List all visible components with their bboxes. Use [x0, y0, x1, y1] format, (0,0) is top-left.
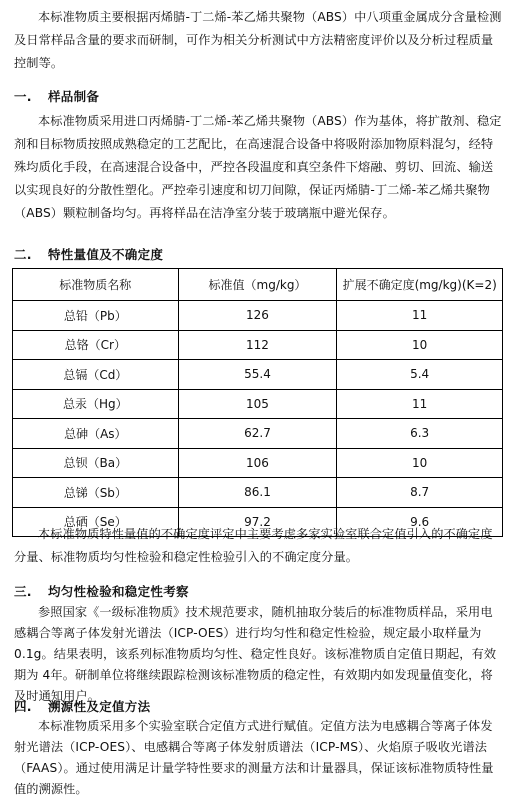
cell-uncertainty: 9.6	[337, 507, 503, 537]
cell-value: 105	[178, 389, 337, 419]
cell-value: 62.7	[178, 419, 337, 449]
cell-uncertainty: 10	[337, 330, 503, 360]
table-row	[13, 419, 503, 449]
cell-element: 总铬（Cr）	[13, 330, 179, 360]
table-row	[13, 389, 503, 419]
header-standard-value: 标准值（mg/kg）	[178, 269, 337, 301]
header-material-name: 标准物质名称	[13, 269, 179, 301]
property-values-table	[12, 268, 503, 537]
cell-element: 总铅（Pb）	[13, 301, 179, 331]
table-row	[13, 448, 503, 478]
cell-value: 112	[178, 330, 337, 360]
section-3-heading	[14, 582, 189, 600]
cell-value: 126	[178, 301, 337, 331]
section-4-title: 溯源性及定值方法	[48, 699, 151, 714]
table-row	[13, 301, 503, 331]
table-row	[13, 330, 503, 360]
section-4-body: 本标准物质采用多个实验室联合定值方式进行赋值。定值方法为电感耦合等离子体发射光谱法（ICP-OES）、电感耦合等离子体发射质谱法（ICP-MS）、火焰原子吸收光谱法（FAAS）。通过使用满足计量学特性要求的测量方法和计量器具，保证该标准物质特性量值的溯源性。	[14, 719, 494, 796]
intro-paragraph: 本标准物质主要根据丙烯腈-丁二烯-苯乙烯共聚物（ABS）中八项重金属成分含量检测及日常样品含量的要求而研制，可作为相关分析测试中方法精密度评价以及分析过程质量控制等。	[14, 10, 502, 70]
section-1-heading	[14, 87, 99, 105]
cell-uncertainty: 11	[337, 301, 503, 331]
section-1-title: 样品制备	[48, 89, 100, 104]
cell-value: 86.1	[178, 478, 337, 508]
section-3-body: 参照国家《一级标准物质》技术规范要求，随机抽取分装后的标准物质样品，采用电感耦合等离子体发射光谱法（ICP-OES）进行均匀性和稳定性检验，规定最小取样量为 0.1g。结果表明，该系列标准物质均匀性、稳定性良好。该标准物质自定值日期起，有效期为 4年。研制单位将继续跟踪检测该标准物质的稳定性，有效期内如发现量值变化，将及时通知用户。	[14, 605, 497, 703]
table-header-row	[13, 269, 503, 301]
cell-element: 总砷（As）	[13, 419, 179, 449]
cell-element: 总钡（Ba）	[13, 448, 179, 478]
cell-element: 总汞（Hg）	[13, 389, 179, 419]
section-3-title: 均匀性检验和稳定性考察	[48, 584, 189, 599]
section-2-number: 二.	[14, 247, 32, 262]
cell-element: 总镉（Cd）	[13, 360, 179, 390]
cell-uncertainty: 8.7	[337, 478, 503, 508]
section-1-number: 一.	[14, 89, 32, 104]
cell-element: 总硒（Se）	[13, 507, 179, 537]
section-2-title: 特性量值及不确定度	[48, 247, 164, 262]
header-uncertainty: 扩展不确定度(mg/kg)(K=2)	[337, 269, 503, 301]
cell-value: 55.4	[178, 360, 337, 390]
uncertainty-note: 本标准物质特性量值的不确定度评定中主要考虑多家实验室联合定值引入的不确定度分量、标准物质均匀性检验和稳定性检验引入的不确定度分量。	[14, 527, 493, 564]
section-1-body: 本标准物质采用进口丙烯腈-丁二烯-苯乙烯共聚物（ABS）作为基体，将扩散剂、稳定剂和目标物质按照成熟稳定的工艺配比，在高速混合设备中将吸附添加物原料混匀，经特殊均质化手段，在高速混合设备中，严控各段温度和真空条件下熔融、剪切、回流、输送以实现良好的分散性塑化。严控牵引速度和切刀间隙，保证丙烯腈-丁二烯-苯乙烯共聚物（ABS）颗粒制备均匀。再将样品在洁净室分装于玻璃瓶中避光保存。	[14, 114, 502, 220]
cell-uncertainty: 6.3	[337, 419, 503, 449]
table-row	[13, 360, 503, 390]
section-2-heading	[14, 245, 163, 263]
cell-uncertainty: 5.4	[337, 360, 503, 390]
cell-value: 106	[178, 448, 337, 478]
section-4-number: 四.	[14, 699, 32, 714]
cell-value: 97.2	[178, 507, 337, 537]
section-4-heading	[14, 697, 150, 715]
section-3-number: 三.	[14, 584, 32, 599]
cell-uncertainty: 10	[337, 448, 503, 478]
cell-uncertainty: 11	[337, 389, 503, 419]
table-row	[13, 478, 503, 508]
cell-element: 总锑（Sb）	[13, 478, 179, 508]
